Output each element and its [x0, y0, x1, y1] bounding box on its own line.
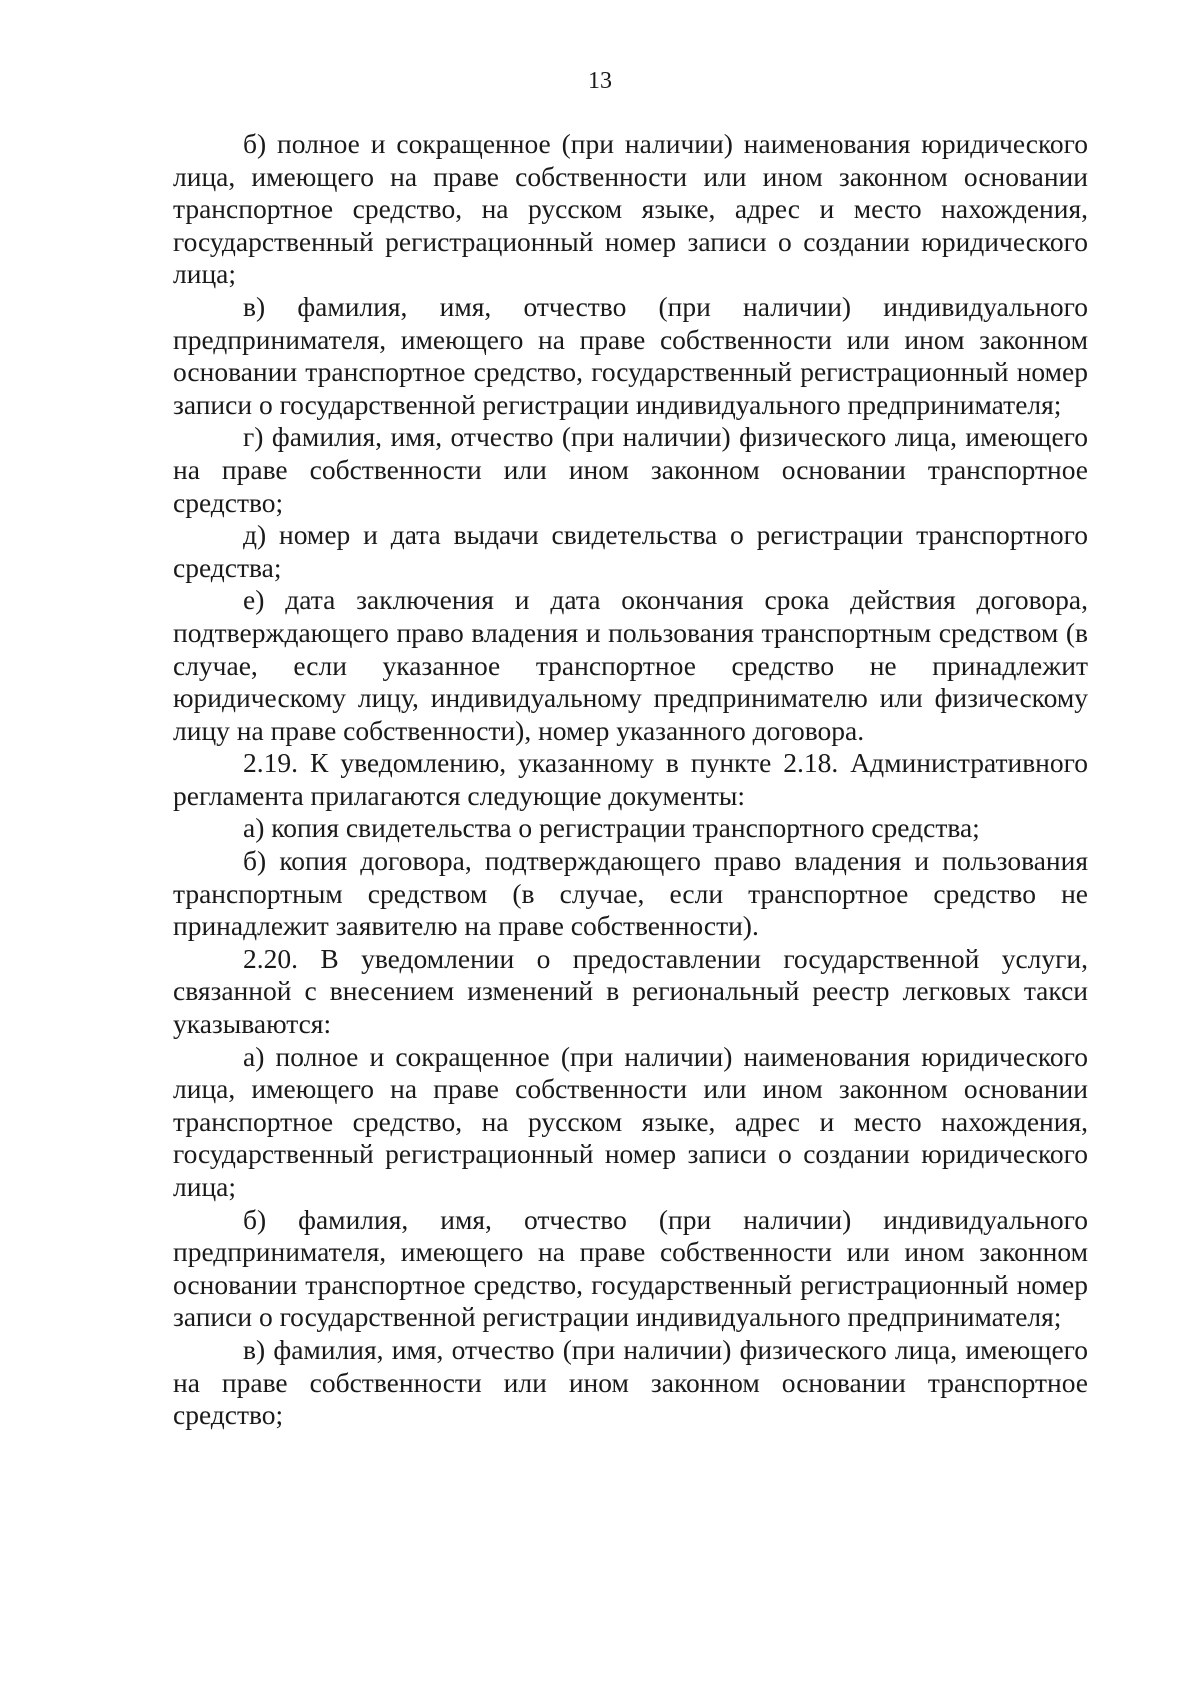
paragraph-2-19-a: а) копия свидетельства о регистрации транспортного средства; — [243, 812, 980, 844]
page-number: 13 — [588, 68, 612, 94]
paragraph-2-20: 2.20. В уведомлении о предоставлении государственной услуги, связанной с внесением изменений в региональный реестр легковых такси указываются: — [173, 942, 1088, 1040]
paragraph-2-19-b: б) копия договора, подтверждающего право владения и пользования транспортным средством (в случае, если транспортное средство не принадлежит заявителю на праве собственности). — [173, 845, 1088, 942]
document-body — [173, 128, 1088, 1432]
paragraph-2-20-v: в) фамилия, имя, отчество (при наличии) физического лица, имеющего на праве собственности или ином законном основании транспортное средство; — [173, 1333, 1088, 1431]
paragraph-e-contract-dates: е) дата заключения и дата окончания срока действия договора, подтверждающего право владения и пользования транспортным средством (в случае, если указанное транспортное средство не принадлежит юридическому лицу, индивидуальному предпринимателю или физическому лицу на праве собственности), номер указанного договора. — [173, 584, 1088, 746]
paragraph-2-20-a: а) полное и сокращенное (при наличии) наименования юридического лица, имеющего на праве собственности или ином законном основании транспортное средство, на русском языке, адрес и место нахождения, государственный регистрационный номер записи о создании юридического лица; — [173, 1040, 1088, 1202]
paragraph-b-legal-entity: б) полное и сокращенное (при наличии) наименования юридического лица, имеющего на праве собственности или ином законном основании транспортное средство, на русском языке, адрес и место нахождения, государственный регистрационный номер записи о создании юридического лица; — [173, 128, 1088, 290]
paragraph-d-registration-certificate: д) номер и дата выдачи свидетельства о регистрации транспортного средства; — [173, 519, 1088, 583]
paragraph-g-natural-person: г) фамилия, имя, отчество (при наличии) физического лица, имеющего на праве собственности или ином законном основании транспортное средство; — [173, 421, 1088, 518]
paragraph-v-individual-entrepreneur: в) фамилия, имя, отчество (при наличии) индивидуального предпринимателя, имеющего на праве собственности или ином законном основании транспортное средство, государственный регистрационный номер записи о государственной регистрации индивидуального предпринимателя; — [173, 290, 1088, 420]
paragraph-2-19: 2.19. К уведомлению, указанному в пункте 2.18. Административного регламента прилагаются следующие документы: — [173, 747, 1088, 811]
paragraph-2-20-b: б) фамилия, имя, отчество (при наличии) индивидуального предпринимателя, имеющего на праве собственности или ином законном основании транспортное средство, государственный регистрационный номер записи о государственной регистрации индивидуального предпринимателя; — [173, 1203, 1088, 1333]
